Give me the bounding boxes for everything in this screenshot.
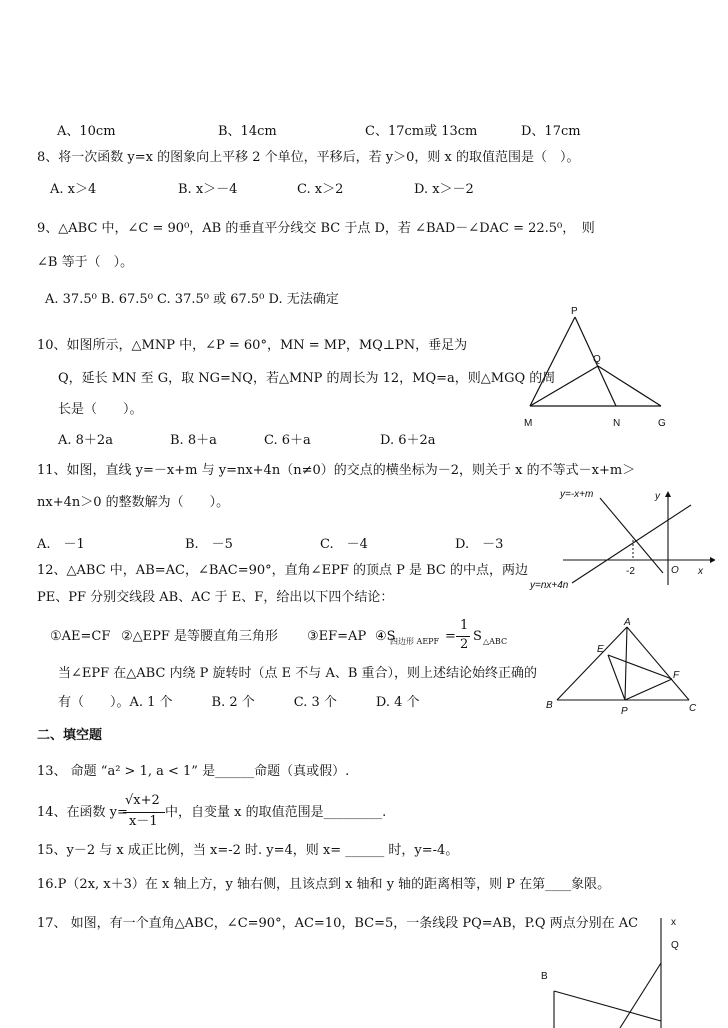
q17-segment-pq	[620, 963, 661, 1028]
q12-figure	[543, 615, 703, 725]
q8-option-d: D. x＞－2	[414, 182, 474, 197]
q7-option-c: C、17cm或 13cm	[365, 124, 478, 139]
q12-side-ac	[627, 627, 689, 700]
q13-text: 13、 命题 “a² > 1, a < 1” 是______命题（真或假）.	[37, 764, 350, 779]
q10-option-a: A. 8＋2a	[58, 433, 113, 448]
q11-y-arrow	[665, 491, 671, 497]
q11-option-b: B. －5	[185, 537, 233, 552]
q11-figure	[525, 485, 715, 595]
q11-option-a: A. －1	[37, 537, 85, 552]
q8-option-c: C. x＞2	[297, 182, 344, 197]
q12-label-a: A	[624, 617, 631, 628]
q17-label-x: x	[671, 917, 676, 928]
q17-label-b: B	[541, 971, 548, 982]
q8-option-b: B. x＞－4	[178, 182, 238, 197]
q12-conclusion-2: ②△EPF 是等腰直角三角形	[121, 629, 279, 644]
q10-option-d: D. 6＋2a	[380, 433, 436, 448]
q12-c4-suffix: S	[473, 629, 482, 644]
q11-label-line1: y=-x+m	[560, 489, 594, 500]
q12-c4-sub: 四边形 AEPF	[390, 637, 440, 646]
q14-denominator: x－1	[129, 814, 158, 829]
q14-fraction-bar	[123, 812, 165, 813]
q12-label-c: C	[689, 703, 697, 714]
q7-option-d: D、17cm	[521, 124, 581, 139]
q12-segment-pe	[608, 655, 625, 700]
q12-c4-eq: =	[445, 629, 456, 644]
q8-option-a: A. x＞4	[50, 182, 97, 197]
q10-figure	[520, 300, 700, 435]
q15-text: 15、y－2 与 x 成正比例，当 x=-2 时. y=4，则 x= ______ 时，y=-4。	[37, 843, 459, 858]
q7-option-a: A、10cm	[57, 124, 116, 139]
q12-line3: 当∠EPF 在△ABC 内绕 P 旋转时（点 E 不与 A、B 重合），则上述结论始终正确的	[58, 666, 538, 681]
q12-segment-ap	[625, 627, 627, 700]
q12-label-e: E	[597, 644, 604, 655]
q12-segment-pf	[625, 679, 672, 700]
q10-option-c: C. 6＋a	[264, 433, 311, 448]
q16-text: 16.P（2x, x＋3）在 x 轴上方，y 轴右侧，且该点到 x 轴和 y 轴的距离相等，则 P 在第____象限。	[37, 877, 611, 892]
q9-line2: ∠B 等于（ ）。	[37, 255, 134, 270]
q12-c4-prefix: ④S	[375, 629, 396, 644]
q11-line2: nx+4n＞0 的整数解为（ ）。	[37, 495, 230, 510]
q12-segment-ef	[608, 655, 672, 679]
q17-figure	[530, 908, 700, 1028]
q10-label-g: G	[658, 418, 666, 429]
q11-x-arrow	[710, 557, 715, 563]
q12-c4-sub2: △ABC	[483, 637, 508, 646]
q12-c4-den: 2	[460, 637, 469, 652]
q11-option-c: C. －4	[320, 537, 368, 552]
q10-line1: 10、如图所示，△MNP 中，∠P = 60°，MN = MP，MQ⊥PN，垂足为	[37, 338, 468, 353]
q17-segment-b	[554, 991, 661, 1021]
q9-line1: 9、△ABC 中，∠C = 90⁰，AB 的垂直平分线交 BC 于点 D，若 ∠BAD－∠DAC = 22.5⁰， 则	[37, 221, 595, 236]
q12-label-b: B	[546, 700, 553, 711]
q10-label-p: P	[571, 306, 578, 317]
q11-label-y: y	[655, 491, 660, 502]
q10-line2: Q，延长 MN 至 G，取 NG=NQ，若△MNP 的周长为 12，MQ=a，则△MGQ 的周	[58, 371, 556, 386]
q11-label-line2: y=nx+4n	[530, 580, 569, 591]
q12-side-ab	[557, 627, 627, 700]
q14-suffix: 中，自变量 x 的取值范围是_________.	[165, 805, 387, 820]
q9-options: A. 37.5⁰ B. 67.5⁰ C. 37.5⁰ 或 67.5⁰ D. 无法确定	[45, 292, 339, 307]
q10-label-q: Q	[593, 354, 601, 365]
q12-c4-num: 1	[460, 618, 469, 633]
q14-prefix: 14、在函数 y=	[37, 805, 128, 820]
q17-text: 17、 如图，有一个直角△ABC，∠C=90°，AC=10，BC=5，一条线段 PQ=AB，P.Q 两点分别在 AC	[37, 916, 639, 931]
q12-line4: 有（ ）。A. 1 个 B. 2 个 C. 3 个 D. 4 个	[58, 695, 420, 710]
q12-line1: 12、△ABC 中，AB=AC，∠BAC=90°，直角∠EPF 的顶点 P 是 BC 的中点，两边	[37, 563, 528, 578]
q8-stem: 8、将一次函数 y=x 的图象向上平移 2 个单位，平移后，若 y＞0，则 x 的取值范围是（ ）。	[37, 150, 580, 165]
q11-label-tick: -2	[626, 566, 635, 577]
q12-conclusion-3: ③EF=AP	[307, 629, 367, 644]
q12-label-f: F	[673, 670, 680, 681]
q10-label-m: M	[524, 418, 533, 429]
q11-line-neg	[600, 498, 663, 573]
q11-label-x: x	[698, 566, 703, 577]
q10-line3: 长是（ ）。	[58, 402, 143, 417]
q10-option-b: B. 8＋a	[170, 433, 217, 448]
q7-option-b: B、14cm	[218, 124, 277, 139]
q12-line2: PE、PF 分别交线段 AB、AC 于 E、F，给出以下四个结论：	[37, 590, 394, 605]
q12-conclusion-1: ①AE=CF	[50, 629, 111, 644]
q14-numerator: √x+2	[125, 793, 160, 808]
q10-label-n: N	[613, 418, 621, 429]
q10-segment-qg	[598, 366, 661, 406]
q17-label-q: Q	[671, 940, 679, 951]
q11-option-d: D. －3	[455, 537, 504, 552]
section-2-title: 二、填空题	[37, 728, 103, 743]
q11-line1: 11、如图，直线 y=－x+m 与 y=nx+4n（n≠0）的交点的横坐标为－2，则关于 x 的不等式－x+m＞	[37, 463, 636, 478]
q11-label-origin: O	[671, 565, 679, 576]
q12-label-p: P	[621, 706, 628, 717]
